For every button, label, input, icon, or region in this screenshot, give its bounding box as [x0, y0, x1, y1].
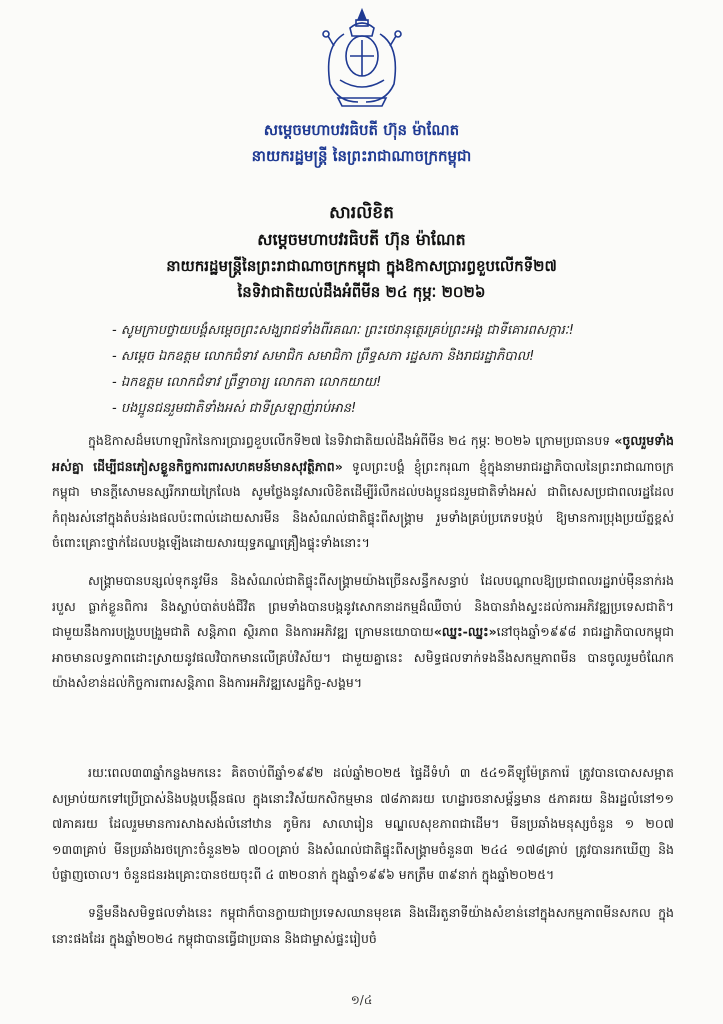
- sender-name: សម្តេចមហាបវរធិបតី ហ៊ុន ម៉ាណែត: [263, 121, 460, 139]
- paragraph-4-text: ទន្ទឹមនឹងសមិទ្ធផលទាំងនេះ កម្ពុជាក៏បានក្លាយជាប្រទេសឈានមុខគេ និងដើរតួនាទីយ៉ាងសំខាន់នៅក្នុងសកម្មភាពមីនសកល ក្នុងនោះផងដែរ ក្នុងឆ្នាំ២០២៤ កម្ពុជាបានធ្វើជាប្រធាន និងជាម្ចាស់ផ្ទះរៀបចំ: [52, 905, 674, 946]
- paragraph-2-end: នៅចុងឆ្នាំ១៩៩៨ រាជរដ្ឋាភិបាលកម្ពុជាអាចមានលទ្ធភាពដោះស្រាយនូវផលវិបាកមានលើគ្រប់វិស័យ។ ជាមួយគ្នានេះ សមិទ្ធផលទាក់ទងនឹងសកម្មភាពមីន បានចូលរួមចំណែកយ៉ាងសំខាន់ដល់កិច្ចការពារសន្តិភាព និងការអភិវឌ្ឍសេដ្ឋកិច្ច-សង្គម។: [52, 624, 674, 690]
- policy-text: «ឈ្នះ-ឈ្នះ»: [433, 624, 497, 639]
- salutation-item: - ឯកឧត្តម លោកជំទាវ ព្រឹទ្ធាចារ្យ លោកតា លោកយាយ!: [112, 370, 682, 396]
- paragraph-4: [52, 900, 674, 980]
- sender-title: នាយករដ្ឋមន្ត្រី នៃព្រះរាជាណាចក្រកម្ពុជា: [251, 147, 472, 165]
- paragraph-1-start: ក្នុងឱកាសដ៏មហោឡារិកនៃការប្រារព្ធខួបលើកទី២៧ នៃទិវាជាតិយល់ដឹងអំពីមីន ២៤ កុម្ភៈ ២០២៦ ក្រោមប្រធានបទ: [88, 433, 615, 448]
- paragraph-1: [52, 428, 674, 558]
- paragraph-1-end: ទូលព្រះបង្គំ ខ្ញុំព្រះករុណា ខ្ញុំក្នុងនាមរាជរដ្ឋាភិបាលនៃព្រះរាជាណាចក្រកម្ពុជា មានក្តីសោមនស្សរីករាយក្រៃលែង សូមថ្លែងនូវសារលិខិតដើម្បីរំលឹកដល់បងប្អូនជនរួមជាតិទាំងអស់ ជាពិសេសប្រជាពលរដ្ឋដែលកំពុងរស់នៅក្នុងតំបន់រងផលប៉ះពាល់ដោយសារមីន និងសំណល់ជាតិផ្ទុះពីសង្គ្រាម រួមទាំងគ្រប់ប្រភេទបង្កប់ ឱ្យមានការប្រុងប្រយ័ត្នខ្ពស់ចំពោះគ្រោះថ្នាក់ដែលបង្កឡើងដោយសារយុទ្ធភណ្ឌគ្រឿងផ្ទុះទាំងនោះ។: [52, 458, 674, 550]
- salutation-list: [112, 318, 682, 422]
- paragraph-3-text: រយៈពេល៣៣ឆ្នាំកន្លងមកនេះ គិតចាប់ពីឆ្នាំ១៩៩២ ដល់ឆ្នាំ២០២៥ ផ្ទៃដីទំហំ ៣ ៥៤១គីឡូម៉ែត្រការ៉េ ត្រូវបានបោសសម្អាតសម្រាប់យកទៅប្រើប្រាស់និងបង្កបង្កើនផល ក្នុងនោះវិស័យកសិកម្មមាន ៧៨ភាគរយ ហេដ្ឋារចនាសម្ព័ន្ធមាន ៥ភាគរយ និងរដ្ឋលំនៅ១១ ៧ភាគរយ ដែលរួមមានការសាងសង់លំនៅឋាន ភូមិករ សាលារៀន មណ្ឌលសុខភាពជាដើម។ មីនប្រឆាំងមនុស្សចំនួន ១ ២០៧ ១៣៣គ្រាប់ មីនប្រឆាំងរថក្រោះចំនួន២៦ ៧០០គ្រាប់ និងសំណល់ជាតិផ្ទុះពីសង្គ្រាមចំនួន៣ ២៤៤ ១៧៨គ្រាប់ ត្រូវបានរកឃើញ និងបំផ្លាញចោល។ ចំនួនជនរងគ្រោះបានថយចុះពី ៤ ៣២០នាក់ ក្នុងឆ្នាំ១៩៩៦ មកត្រឹម ៣៩នាក់ ក្នុងឆ្នាំ២០២៥។: [52, 765, 674, 882]
- salutation-item: - បងប្អូនជនរួមជាតិទាំងអស់ ជាទីស្រឡាញ់រាប់អាន!: [112, 396, 682, 422]
- salutation-item: - សូមក្រាបថ្វាយបង្គំសម្តេចព្រះសង្ឃរាជទាំងពីរគណៈ ព្រះថេរានុត្ថេរគ្រប់ព្រះអង្គ ជាទីគោរពសក្ការៈ!: [112, 318, 682, 344]
- title-date: នៃទិវាជាតិយល់ដឹងអំពីមីន ២៤ កុម្ភៈ ២០២៦: [237, 283, 486, 301]
- title-sender: សម្តេចមហាបវរធិបតី ហ៊ុន ម៉ាណែត: [257, 230, 466, 249]
- paragraph-3: [52, 760, 674, 890]
- theme-text: «ចូលរួមទាំងអស់គ្នា ដើម្បីជនភៀសខ្លួនកិច្ចការពារសហគមន៍មានសុវត្ថិភាព»: [52, 433, 674, 474]
- page-number: ១/៤: [350, 993, 373, 1007]
- title-occasion: នាយករដ្ឋមន្ត្រីនៃព្រះរាជាណាចក្រកម្ពុជា ក្នុងឱកាសប្រារព្ធខួបលើកទី២៧: [166, 257, 557, 275]
- royal-emblem-icon: [310, 6, 414, 112]
- paragraph-2: [52, 568, 674, 748]
- paragraph-2-start: សង្គ្រាមបានបន្សល់ទុកនូវមីន និងសំណល់ជាតិផ្ទុះពីសង្គ្រាមយ៉ាងច្រើនសន្ធឹកសន្ធាប់ ដែលបណ្តាលឱ្យប្រជាពលរដ្ឋរាប់ម៉ឺននាក់រងរបួស ធ្លាក់ខ្លួនពិការ និងស្លាប់បាត់បង់ជីវិត ព្រមទាំងបានបង្កនូវសោកនាដកម្មដ៏ឈឺចាប់ និងបានរាំងស្ទះដល់ការអភិវឌ្ឍប្រទេសជាតិ។ ជាមួយនឹងការបង្រួបបង្រួមជាតិ សន្តិភាព ស្ថិរភាព និងការអភិវឌ្ឍ ក្រោមនយោបាយ: [52, 573, 674, 639]
- document-title: សារលិខិត: [329, 203, 394, 223]
- salutation-item: - សម្តេច ឯកឧត្តម លោកជំទាវ សមាជិក សមាជិកា ព្រឹទ្ធសភា រដ្ឋសភា និងរាជរដ្ឋាភិបាល!: [112, 344, 682, 370]
